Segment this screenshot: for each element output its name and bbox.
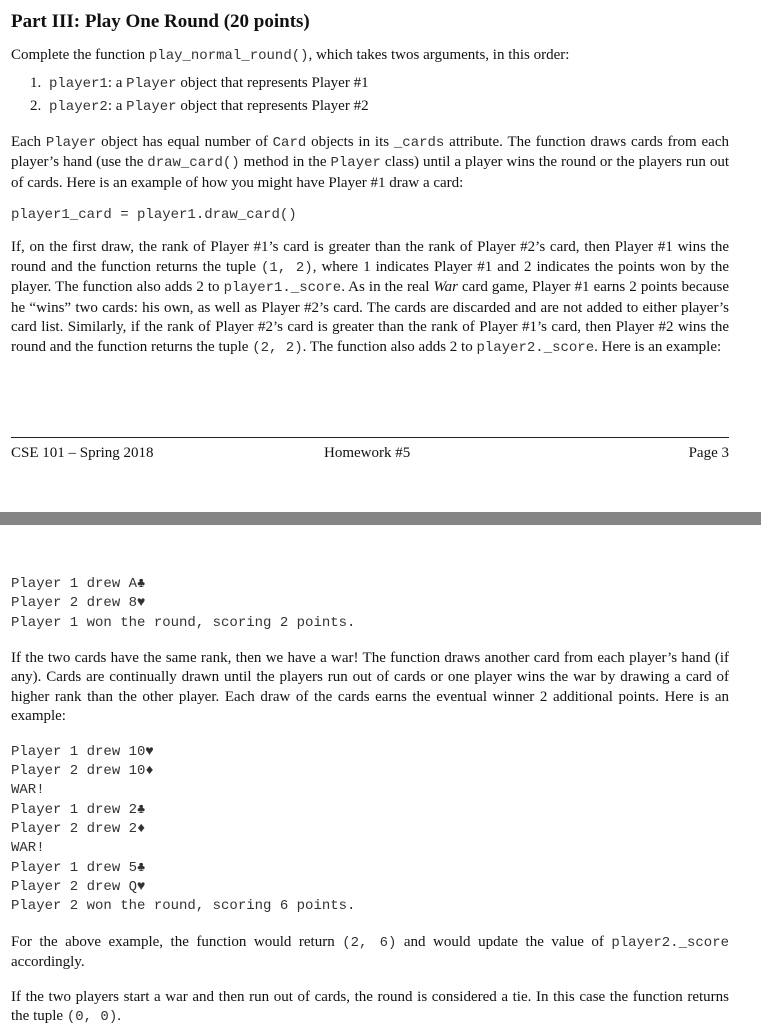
footer-homework: Homework #5: [324, 445, 411, 461]
code-line: Player 2 drew 8♥: [11, 595, 146, 612]
function-name: play_normal_round(): [148, 48, 309, 64]
code-line: Player 2 won the round, scoring 6 points.: [11, 898, 356, 915]
section-title: Part III: Play One Round (20 points): [11, 11, 310, 32]
code-line: WAR!: [11, 840, 45, 857]
code-line: Player 1 drew A♣: [11, 576, 146, 592]
example-output-1: [11, 575, 729, 633]
code-line: WAR!: [11, 782, 45, 799]
rank-paragraph: If, on the first draw, the rank of Player #1’s card is greater than the rank of Player #2’s card, then Player #1 wins the round and the function returns the tuple (1, 2), where 1 indicates Player #1 and 2 indicates the points won by the player. The function also adds 2 to player1._score. As in the real War card game, Player #1 earns 2 points because he “wins” two cards: his own, as well as Player #2’s card. The cards are discarded and are not added to either player’s card list. Similarly, if the rank of Player #2’s card is greater than the rank of Player #1’s card, then Player #2 wins the round and the function returns the tuple (2, 2). The function also adds 2 to player2._score. Here is an example:: [11, 239, 729, 356]
tie-paragraph: If the two players start a war and then run out of cards, the round is considered a tie. In this case the function returns the tuple (0, 0).: [11, 988, 729, 1026]
code-line: Player 1 won the round, scoring 2 points.: [11, 614, 356, 631]
example-output-2: [11, 743, 729, 917]
argument-list: [30, 74, 729, 118]
code-line: Player 2 drew 2♦: [11, 821, 146, 838]
intro-paragraph: Complete the function play_normal_round(), which takes twos arguments, in this order:: [11, 47, 570, 64]
code-line: Player 1 drew 2♣: [11, 801, 146, 818]
list-item: 1. player1: a Player object that represents Player #1: [30, 74, 369, 92]
list-item: 2. player2: a Player object that represents Player #2: [30, 98, 369, 115]
code-line: Player 2 drew 10♦: [11, 763, 154, 780]
code-line: Player 1 drew 10♥: [11, 743, 154, 760]
code-line: Player 1 drew 5♣: [11, 859, 146, 876]
page-separator: [0, 512, 761, 525]
page-lower: [11, 575, 729, 1028]
footer-page-number: Page 3: [688, 445, 729, 461]
hand-paragraph: Each Player object has equal number of Card objects in its _cards attribute. The function draws cards from each player’s hand (use the draw_card() method in the Player class) until a player wins the round or the players run out of cards. Here is an example of how you might have Player #1 draw a card:: [11, 133, 729, 191]
page-footer: [11, 437, 729, 468]
page-upper: [11, 10, 729, 358]
return-paragraph: For the above example, the function would return (2, 6) and would update the value of player2._score accordingly.: [11, 933, 729, 971]
footer-course: CSE 101 – Spring 2018: [11, 445, 154, 461]
war-paragraph: If the two cards have the same rank, then we have a war! The function draws another card from each player’s hand (if any). Cards are continually drawn until the players run out of cards or one player wins the war by drawing a card of higher rank than the other player. Each draw of the cards earns the eventual winner 2 additional points. Here is an example:: [11, 649, 729, 725]
code-draw-card: player1_card = player1.draw_card(): [11, 207, 297, 223]
code-line: Player 2 drew Q♥: [11, 878, 146, 895]
